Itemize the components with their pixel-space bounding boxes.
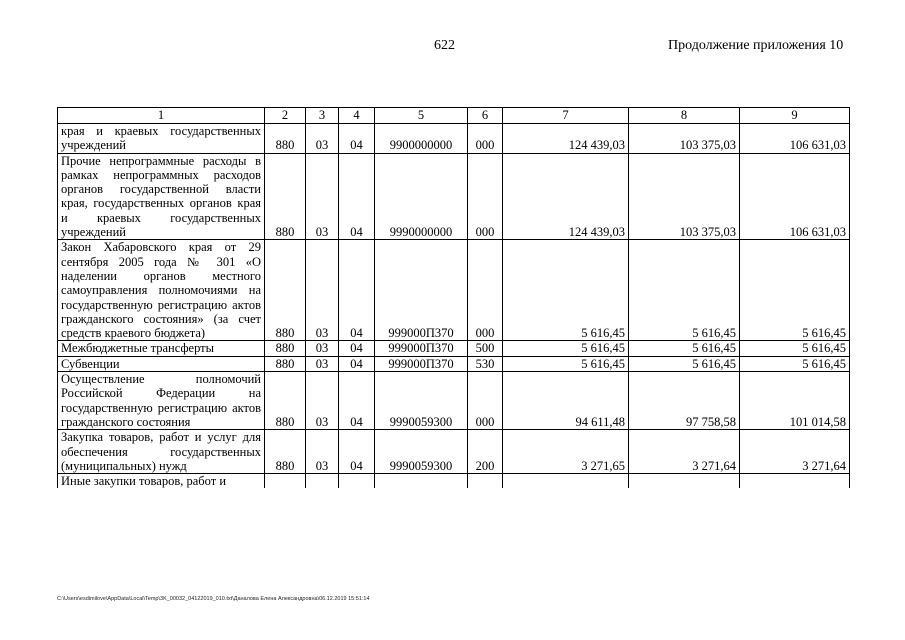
row-amount-1: 124 439,03 (503, 153, 629, 240)
row-target: 9990000000 (375, 153, 468, 240)
row-type: 200 (468, 430, 503, 474)
column-header: 3 (306, 108, 339, 124)
row-section: 03 (306, 356, 339, 371)
row-amount-1: 124 439,03 (503, 124, 629, 154)
row-target: 999000П370 (375, 356, 468, 371)
row-amount-2: 97 758,58 (629, 372, 740, 430)
row-type: 000 (468, 153, 503, 240)
row-amount-2: 5 616,45 (629, 240, 740, 341)
table-row (58, 124, 850, 154)
row-amount-1: 3 271,65 (503, 430, 629, 474)
row-target (375, 474, 468, 489)
row-subsection: 04 (339, 124, 375, 154)
row-amount-1: 94 611,48 (503, 372, 629, 430)
row-description: Осуществление полномочий Российской Федерации на государственную регистрацию актов гражданского состояния (58, 372, 265, 430)
table-header-row (58, 108, 850, 124)
row-amount-2: 5 616,45 (629, 341, 740, 356)
row-code: 880 (265, 430, 306, 474)
row-amount-2 (629, 474, 740, 489)
table-row (58, 356, 850, 371)
row-amount-1: 5 616,45 (503, 341, 629, 356)
column-header: 6 (468, 108, 503, 124)
row-code: 880 (265, 153, 306, 240)
row-code: 880 (265, 341, 306, 356)
row-code (265, 474, 306, 489)
row-description: Межбюджетные трансферты (58, 341, 265, 356)
row-type: 500 (468, 341, 503, 356)
row-amount-3: 5 616,45 (740, 240, 850, 341)
row-type: 000 (468, 372, 503, 430)
row-amount-3: 3 271,64 (740, 430, 850, 474)
row-target: 9990059300 (375, 372, 468, 430)
row-amount-2: 103 375,03 (629, 124, 740, 154)
column-header: 7 (503, 108, 629, 124)
row-description: Прочие непрограммные расходы в рамках непрограммных расходов органов государственной власти края, государственных органов края и краевых государственных учреждений (58, 153, 265, 240)
row-code: 880 (265, 372, 306, 430)
row-subsection: 04 (339, 356, 375, 371)
column-header: 1 (58, 108, 265, 124)
row-subsection: 04 (339, 240, 375, 341)
row-amount-3: 101 014,58 (740, 372, 850, 430)
row-type: 000 (468, 124, 503, 154)
column-header: 8 (629, 108, 740, 124)
row-target: 9990059300 (375, 430, 468, 474)
row-amount-3 (740, 474, 850, 489)
row-amount-3: 5 616,45 (740, 341, 850, 356)
row-description: Закупка товаров, работ и услуг для обеспечения государственных (муниципальных) нужд (58, 430, 265, 474)
row-type (468, 474, 503, 489)
row-subsection: 04 (339, 341, 375, 356)
row-amount-2: 103 375,03 (629, 153, 740, 240)
row-amount-1: 5 616,45 (503, 240, 629, 341)
row-section: 03 (306, 124, 339, 154)
row-subsection (339, 474, 375, 489)
column-header: 4 (339, 108, 375, 124)
row-amount-3: 5 616,45 (740, 356, 850, 371)
row-section: 03 (306, 153, 339, 240)
row-section: 03 (306, 372, 339, 430)
row-amount-3: 106 631,03 (740, 153, 850, 240)
row-target: 999000П370 (375, 341, 468, 356)
continuation-title: Продолжение приложения 10 (668, 38, 844, 53)
row-amount-3: 106 631,03 (740, 124, 850, 154)
row-amount-1: 5 616,45 (503, 356, 629, 371)
row-target: 999000П370 (375, 240, 468, 341)
row-amount-2: 3 271,64 (629, 430, 740, 474)
row-code: 880 (265, 356, 306, 371)
row-code: 880 (265, 240, 306, 341)
table-row (58, 240, 850, 341)
column-header: 9 (740, 108, 850, 124)
row-type: 000 (468, 240, 503, 341)
footer-file-path: C:\Users\esdimilove\AppData\Local\Temp\3K_00032_04122019_010.txt\Даналова Елена Александровна\06.12.2019 15:51:14 (57, 596, 370, 602)
table-row (58, 372, 850, 430)
row-section: 03 (306, 430, 339, 474)
row-subsection: 04 (339, 153, 375, 240)
page-number: 622 (434, 38, 455, 53)
table-row (58, 153, 850, 240)
table-row (58, 341, 850, 356)
row-subsection: 04 (339, 372, 375, 430)
row-section: 03 (306, 341, 339, 356)
row-description: Иные закупки товаров, работ и (58, 474, 265, 489)
budget-table (57, 107, 850, 488)
table-row (58, 474, 850, 489)
column-header: 5 (375, 108, 468, 124)
row-type: 530 (468, 356, 503, 371)
row-subsection: 04 (339, 430, 375, 474)
row-amount-1 (503, 474, 629, 489)
row-description: края и краевых государственных учреждений (58, 124, 265, 154)
row-section (306, 474, 339, 489)
row-description: Закон Хабаровского края от 29 сентября 2005 года № 301 «О наделении органов местного самоуправления полномочиями на государственную регистрацию актов гражданского состояния» (за счет средств краевого бюджета) (58, 240, 265, 341)
row-description: Субвенции (58, 356, 265, 371)
column-header: 2 (265, 108, 306, 124)
row-section: 03 (306, 240, 339, 341)
table-row (58, 430, 850, 474)
row-amount-2: 5 616,45 (629, 356, 740, 371)
row-target: 9900000000 (375, 124, 468, 154)
row-code: 880 (265, 124, 306, 154)
